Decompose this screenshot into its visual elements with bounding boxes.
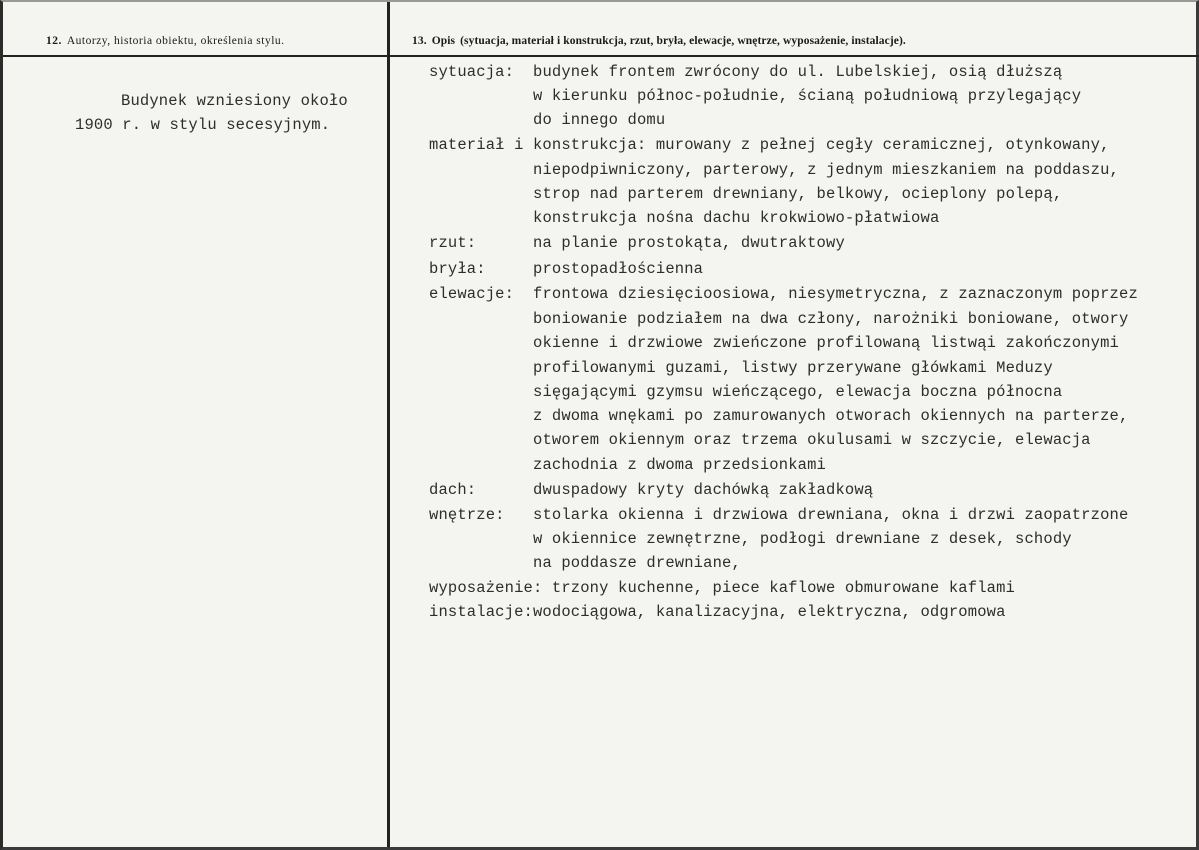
entry-label-sytuacja: sytuacja: — [429, 63, 515, 81]
entry-line: zachodnia z dwoma przedsionkami — [533, 456, 826, 474]
entry-line: budynek frontem zwrócony do ul. Lubelskiej, osią dłuższą — [533, 63, 1063, 81]
section-12-text-line: 1900 r. w stylu secesyjnym. — [75, 116, 331, 134]
entry-line: boniowanie podziałem na dwa człony, narożniki boniowane, otwory — [533, 310, 1129, 328]
entry-label-dach: dach: — [429, 481, 477, 499]
entry-label-bryla: bryła: — [429, 260, 486, 278]
section-12-heading — [46, 35, 285, 47]
entry-label-wyposazenie: wyposażenie: — [429, 579, 543, 597]
entry-line: trzony kuchenne, piece kaflowe obmurowane kaflami — [551, 579, 1015, 597]
entry-line: konstrukcja nośna dachu krokwiowo-płatwiowa — [533, 209, 940, 227]
entry-line: okienne i drzwiowe zwieńczone profilowaną listwąi zakończonymi — [533, 334, 1119, 352]
entry-material — [429, 136, 1110, 154]
column-divider — [387, 2, 390, 847]
entry-instalacje — [429, 603, 1006, 621]
entry-line: niepodpiwniczony, parterowy, z jednym mieszkaniem na poddaszu, — [533, 161, 1119, 179]
entry-label-material: materiał i konstrukcja: — [429, 136, 647, 154]
entry-line: strop nad parterem drewniany, belkowy, ocieplony polepą, — [533, 185, 1063, 203]
entry-line: na planie prostokąta, dwutraktowy — [533, 234, 845, 252]
header-rule-right — [390, 55, 1199, 57]
entry-line: w kierunku północ-południe, ścianą południową przylegający — [533, 87, 1082, 105]
entry-line: sięgającymi gzymsu wieńczącego, elewacja boczna północna — [533, 383, 1063, 401]
entry-label-elewacje: elewacje: — [429, 285, 515, 303]
section-13-heading — [412, 35, 906, 47]
entry-line: stolarka okienna i drzwiowa drewniana, okna i drzwi zaopatrzone — [533, 506, 1129, 524]
entry-line: do innego domu — [533, 111, 666, 129]
entry-label-instalacje: instalacje: — [429, 603, 533, 621]
header-rule-left — [3, 55, 387, 57]
entry-line: w okiennice zewnętrzne, podłogi drewniane z desek, schody — [533, 530, 1072, 548]
entry-label-rzut: rzut: — [429, 234, 477, 252]
entry-line: frontowa dziesięcioosiowa, niesymetryczna, z zaznaczonym poprzez — [533, 285, 1138, 303]
entry-wyposazenie — [429, 579, 1015, 597]
entry-line: wodociągowa, kanalizacyjna, elektryczna, odgromowa — [532, 603, 1006, 621]
entry-line: na poddasze drewniane, — [533, 554, 741, 572]
entry-line: profilowanymi guzami, listwy przerywane główkami Meduzy — [533, 359, 1053, 377]
section-12-text-line: Budynek wzniesiony około — [121, 92, 348, 110]
section-13-opis: Opis — [431, 35, 456, 47]
entry-line: otworem okiennym oraz trzema okulusami w szczycie, elewacja — [533, 431, 1091, 449]
entry-line: z dwoma wnękami po zamurowanych otworach okiennych na parterze, — [533, 407, 1129, 425]
section-12-title: Autorzy, historia obiektu, określenia stylu. — [66, 35, 285, 47]
entry-line: dwuspadowy kryty dachówką zakładkową — [533, 481, 874, 499]
section-12-number: 12. — [46, 35, 62, 47]
section-13-subtitle: (sytuacja, materiał i konstrukcja, rzut, bryła, elewacje, wnętrze, wyposażenie, instalacje). — [460, 35, 906, 47]
entry-line: prostopadłościenna — [533, 260, 704, 278]
section-13-number: 13. — [412, 35, 427, 47]
entry-line: murowany z pełnej cegły ceramicznej, otynkowany, — [655, 136, 1110, 154]
entry-label-wnetrze: wnętrze: — [429, 506, 505, 524]
